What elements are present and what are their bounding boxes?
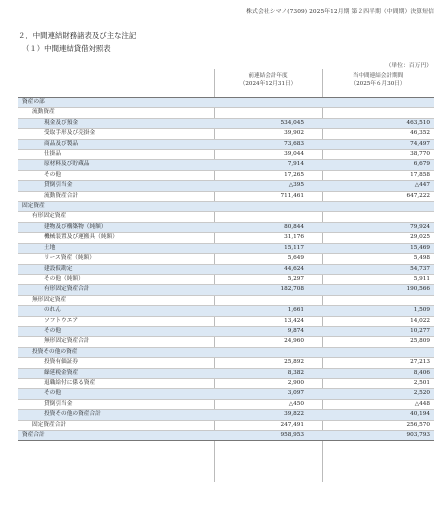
row-label: 機械装置及び運搬具（純額） (44, 234, 118, 241)
table-row (18, 369, 434, 379)
table-row (18, 275, 434, 285)
table-row (18, 192, 434, 202)
subsection-title: （１）中間連結貸借対照表 (22, 44, 111, 53)
row-label: 繰延税金資産 (44, 369, 79, 376)
table-row (18, 254, 434, 264)
table-row (18, 129, 434, 139)
table-row (18, 358, 434, 368)
curr-period-value: 463,510 (406, 119, 430, 126)
row-label: 固定資産合計 (32, 421, 67, 428)
prev-period-value: 80,844 (284, 223, 304, 230)
prev-period-value: 25,892 (284, 359, 304, 366)
prev-period-value: 39,044 (284, 151, 304, 158)
table-row (18, 348, 434, 358)
row-label: 土地 (44, 244, 56, 251)
prev-period-value: 182,708 (280, 286, 304, 293)
curr-period-value: 2,520 (413, 390, 430, 397)
table-row (18, 296, 434, 306)
row-label: 投資その他の資産 (32, 348, 78, 355)
prev-period-value: 5,649 (287, 255, 304, 262)
table-row (18, 150, 434, 160)
prev-period-value: 711,461 (280, 192, 304, 199)
curr-period-header (324, 72, 432, 88)
prev-period-value: 73,683 (284, 140, 304, 147)
table-row (18, 244, 434, 254)
row-label: その他 (44, 327, 62, 334)
prev-period-value: 44,624 (284, 265, 304, 272)
row-label: 流動資産 (32, 109, 55, 116)
table-row (18, 337, 434, 347)
row-label: 建物及び構築物（純額） (44, 223, 107, 230)
curr-period-value: 5,498 (413, 255, 430, 262)
prev-period-title: 前連結会計年度 (248, 73, 288, 79)
row-label: その他 (44, 171, 62, 178)
table-row (18, 119, 434, 129)
curr-period-value: △448 (414, 400, 430, 407)
table-row (18, 171, 434, 181)
table-row (18, 285, 434, 295)
row-label: 原材料及び貯蔵品 (44, 161, 90, 168)
row-label: その他（純額） (44, 275, 84, 282)
curr-period-value: 27,213 (410, 359, 430, 366)
row-label: 現金及び預金 (44, 119, 79, 126)
curr-period-value: 256,570 (406, 421, 430, 428)
prev-period-value: 15,117 (284, 244, 304, 251)
prev-period-value: 3,097 (287, 390, 304, 397)
table-row (18, 212, 434, 222)
table-row (18, 431, 434, 441)
curr-period-value: 74,497 (410, 140, 430, 147)
row-label: 流動資産合計 (44, 192, 79, 199)
curr-period-value: 79,924 (410, 223, 430, 230)
prev-period-value: △450 (288, 400, 304, 407)
unit-label: （単位：百万円） (385, 63, 432, 69)
curr-period-value: 10,277 (410, 327, 430, 334)
row-label: 貸倒引当金 (44, 400, 73, 407)
table-row (18, 400, 434, 410)
curr-period-value: 15,469 (410, 244, 430, 251)
row-label: その他 (44, 390, 62, 397)
prev-period-value: 1,661 (287, 307, 304, 314)
prev-period-value: 7,914 (287, 161, 304, 168)
table-row (18, 421, 434, 431)
row-label: リース資産（純額） (44, 255, 95, 262)
row-label: ソフトウエア (44, 317, 79, 324)
curr-period-value: 29,025 (410, 234, 430, 241)
table-row (18, 181, 434, 191)
prev-period-value: 5,297 (287, 275, 304, 282)
prev-period-value: 8,382 (287, 369, 304, 376)
prev-period-value: 958,953 (280, 432, 304, 438)
row-label: 資産の部 (22, 99, 45, 105)
table-row (18, 160, 434, 170)
balance-sheet-table (18, 97, 434, 441)
section-title: ２．中間連結財務諸表及び主な注記 (18, 31, 137, 40)
row-label: 有形固定資産合計 (44, 286, 90, 293)
curr-period-value: 25,809 (410, 338, 430, 345)
curr-period-value: 46,352 (410, 130, 430, 137)
prev-period-value: 9,874 (287, 327, 304, 334)
curr-period-value: 8,406 (413, 369, 430, 376)
prev-period-value: 31,176 (284, 234, 304, 241)
row-label: 受取手形及び売掛金 (44, 130, 96, 137)
curr-period-value: 40,194 (410, 411, 430, 418)
curr-period-value: 14,022 (410, 317, 430, 324)
curr-period-date: （2025年６月30日） (350, 81, 406, 87)
curr-period-value: 903,793 (406, 432, 430, 438)
table-row (18, 317, 434, 327)
row-label: 投資その他の資産合計 (44, 411, 101, 418)
row-label: 仕掛品 (44, 151, 62, 158)
table-row (18, 389, 434, 399)
curr-period-value: △447 (414, 182, 430, 189)
curr-period-value: 17,858 (410, 171, 430, 178)
prev-period-value: 2,900 (287, 379, 304, 386)
prev-period-value: 17,265 (284, 171, 304, 178)
row-label: 資産合計 (22, 432, 45, 438)
document-header: 株式会社シマノ(7309) 2025年12月期 第２四半期（中間期）決算短信 (246, 9, 434, 15)
row-label: 有形固定資産 (32, 213, 67, 220)
table-row (18, 202, 434, 212)
table-row (18, 108, 434, 118)
curr-period-value: 38,770 (410, 151, 430, 158)
prev-period-value: 24,960 (284, 338, 304, 345)
prev-period-date: （2024年12月31日） (239, 81, 297, 87)
row-label: 退職給付に係る資産 (44, 379, 96, 386)
row-label: 無形固定資産合計 (44, 338, 90, 345)
curr-period-value: 54,737 (410, 265, 430, 272)
prev-period-header (214, 72, 322, 88)
table-row (18, 306, 434, 316)
table-row (18, 265, 434, 275)
row-label: 固定資産 (22, 203, 45, 210)
curr-period-value: 190,566 (406, 286, 430, 293)
table-row (18, 410, 434, 420)
table-row (18, 233, 434, 243)
prev-period-value: 39,822 (284, 411, 304, 418)
curr-period-value: 647,222 (406, 192, 430, 199)
table-row (18, 97, 434, 108)
row-label: 商品及び製品 (44, 140, 79, 147)
row-label: 建設仮勘定 (44, 265, 73, 272)
prev-period-value: 534,045 (280, 119, 304, 126)
curr-period-value: 6,679 (413, 161, 430, 168)
prev-period-value: 247,491 (280, 421, 304, 428)
prev-period-value: 39,902 (284, 130, 304, 137)
curr-period-value: 1,509 (413, 307, 430, 314)
row-label: 無形固定資産 (32, 296, 67, 303)
row-label: のれん (44, 307, 62, 314)
row-label: 投資有価証券 (44, 359, 79, 366)
table-row (18, 140, 434, 150)
curr-period-title: 当中間連結会計期間 (352, 73, 404, 79)
curr-period-value: 5,911 (413, 275, 430, 282)
table-row (18, 327, 434, 337)
table-row (18, 379, 434, 389)
prev-period-value: 13,424 (284, 317, 304, 324)
column-headers (18, 69, 434, 97)
curr-period-value: 2,501 (413, 379, 430, 386)
prev-period-value: △395 (288, 182, 304, 189)
row-label: 貸倒引当金 (44, 182, 73, 189)
table-row (18, 223, 434, 233)
